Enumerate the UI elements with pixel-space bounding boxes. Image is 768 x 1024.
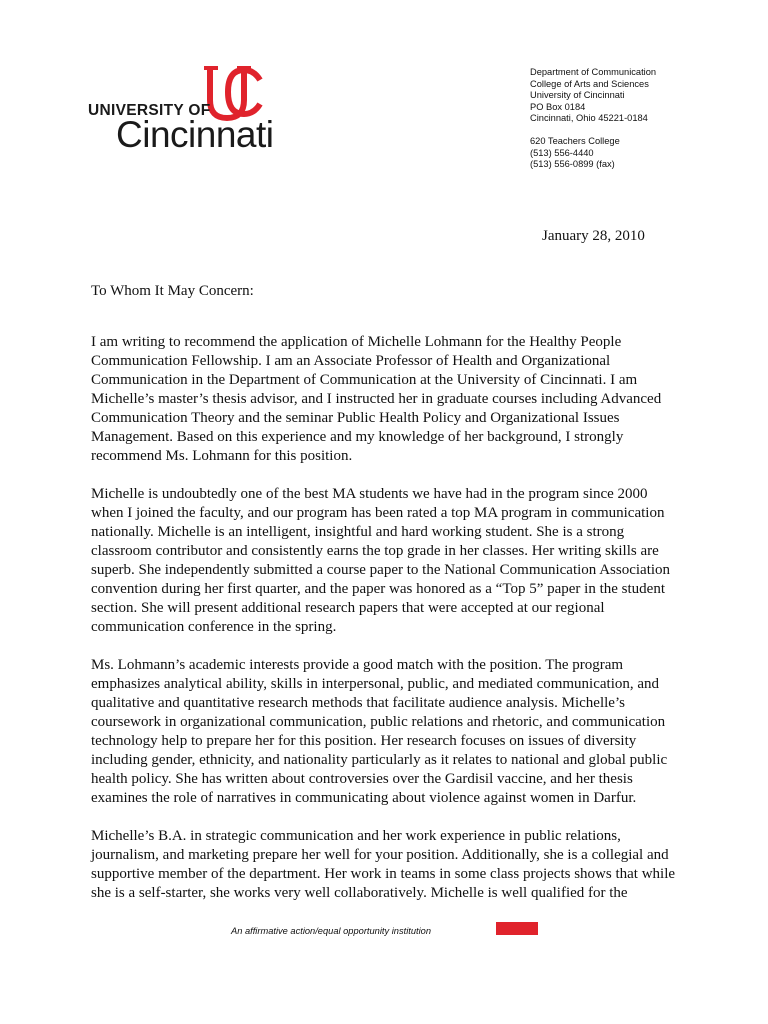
department-address	[530, 67, 656, 171]
paragraph-line: Management. Based on this experience and my knowledge of her background, I strongly	[91, 429, 624, 445]
logo-cincinnati: Cincinnati	[116, 114, 274, 155]
address-line: University of Cincinnati	[530, 90, 625, 101]
contact-line: 620 Teachers College	[530, 135, 620, 146]
paragraph-line: journalism, and marketing prepare her well for your position. Additionally, she is a collegial and	[91, 847, 669, 863]
paragraph-line: Ms. Lohmann’s academic interests provide a good match with the position. The program	[91, 657, 624, 673]
paragraph-line: Communication Theory and the seminar Public Health Policy and Organizational Issues	[91, 410, 620, 426]
salutation: To Whom It May Concern:	[91, 283, 254, 299]
paragraph-line: section. She will present additional research papers that were accepted at our regional	[91, 600, 605, 616]
paragraph-line: emphasizes analytical ability, skills in interpersonal, public, and mediated communication, and	[91, 676, 660, 692]
contact-line: (513) 556-4440	[530, 147, 594, 158]
letter-date: January 28, 2010	[542, 228, 645, 244]
logo-university-of: UNIVERSITY OF	[88, 102, 211, 119]
paragraph-line: Michelle is undoubtedly one of the best MA students we have had in the program since 2000	[91, 486, 648, 502]
paragraph-line: she is a self-starter, she works very well collaboratively. Michelle is well qualified for the	[91, 885, 628, 901]
paragraph-line: Communication in the Department of Communication at the University of Cincinnati. I am	[91, 372, 638, 388]
paragraph-line: coursework in organizational communication, public relations and rhetoric, and communication	[91, 714, 666, 730]
paragraph-line: recommend Ms. Lohmann for this position.	[91, 448, 353, 464]
body-paragraph	[91, 656, 721, 808]
footer-red-bar	[496, 922, 538, 935]
address-line: PO Box 0184	[530, 101, 586, 112]
contact-line: (513) 556-0899 (fax)	[530, 159, 615, 170]
paragraph-line: I am writing to recommend the application of Michelle Lohmann for the Healthy People	[91, 334, 622, 350]
paragraph-line: Michelle’s master’s thesis advisor, and I instructed her in graduate courses including Advanced	[91, 391, 662, 407]
body-paragraph	[91, 485, 721, 637]
paragraph-line: convention during her first quarter, and the paper was honored as a “Top 5” paper in the student	[91, 581, 665, 597]
paragraph-line: nationally. Michelle is an intelligent, insightful and hard working student. She is a strong	[91, 524, 625, 540]
paragraph-line: qualitative and quantitative research methods that facilitate audience analysis. Michelle’s	[91, 695, 625, 711]
paragraph-line: examines the role of narratives in communicating about violence against women in Darfur.	[91, 790, 637, 806]
address-line: Cincinnati, Ohio 45221-0184	[530, 113, 648, 124]
paragraph-line: including gender, ethnicity, and nationality particularly as it relates to national and global public	[91, 752, 668, 768]
footer-statement: An affirmative action/equal opportunity institution	[231, 926, 431, 936]
university-logo	[88, 66, 288, 158]
paragraph-line: technology help to prepare her for this position. Her research focuses on issues of diversity	[91, 733, 637, 749]
address-line: College of Arts and Sciences	[530, 78, 649, 89]
paragraph-line: Michelle’s B.A. in strategic communication and her work experience in public relations,	[91, 828, 621, 844]
paragraph-line: health policy. She has written about controversies over the Gardisil vaccine, and her thesis	[91, 771, 633, 787]
paragraph-line: supportive member of the department. Her work in teams in some class projects shows that while	[91, 866, 676, 882]
body-paragraph	[91, 827, 721, 903]
paragraph-line: when I joined the faculty, and our program has been rated a top MA program in communication	[91, 505, 665, 521]
address-line: Department of Communication	[530, 67, 657, 77]
body-paragraph	[91, 333, 721, 466]
paragraph-line: Communication Fellowship. I am an Associate Professor of Health and Organizational	[91, 353, 611, 369]
paragraph-line: classroom contributor and consistently earns the top grade in her classes. Her writing skills are	[91, 543, 659, 559]
paragraph-line: communication conference in the spring.	[91, 619, 337, 635]
paragraph-line: superb. She independently submitted a course paper to the National Communication Association	[91, 562, 671, 578]
letter-body	[91, 333, 721, 922]
